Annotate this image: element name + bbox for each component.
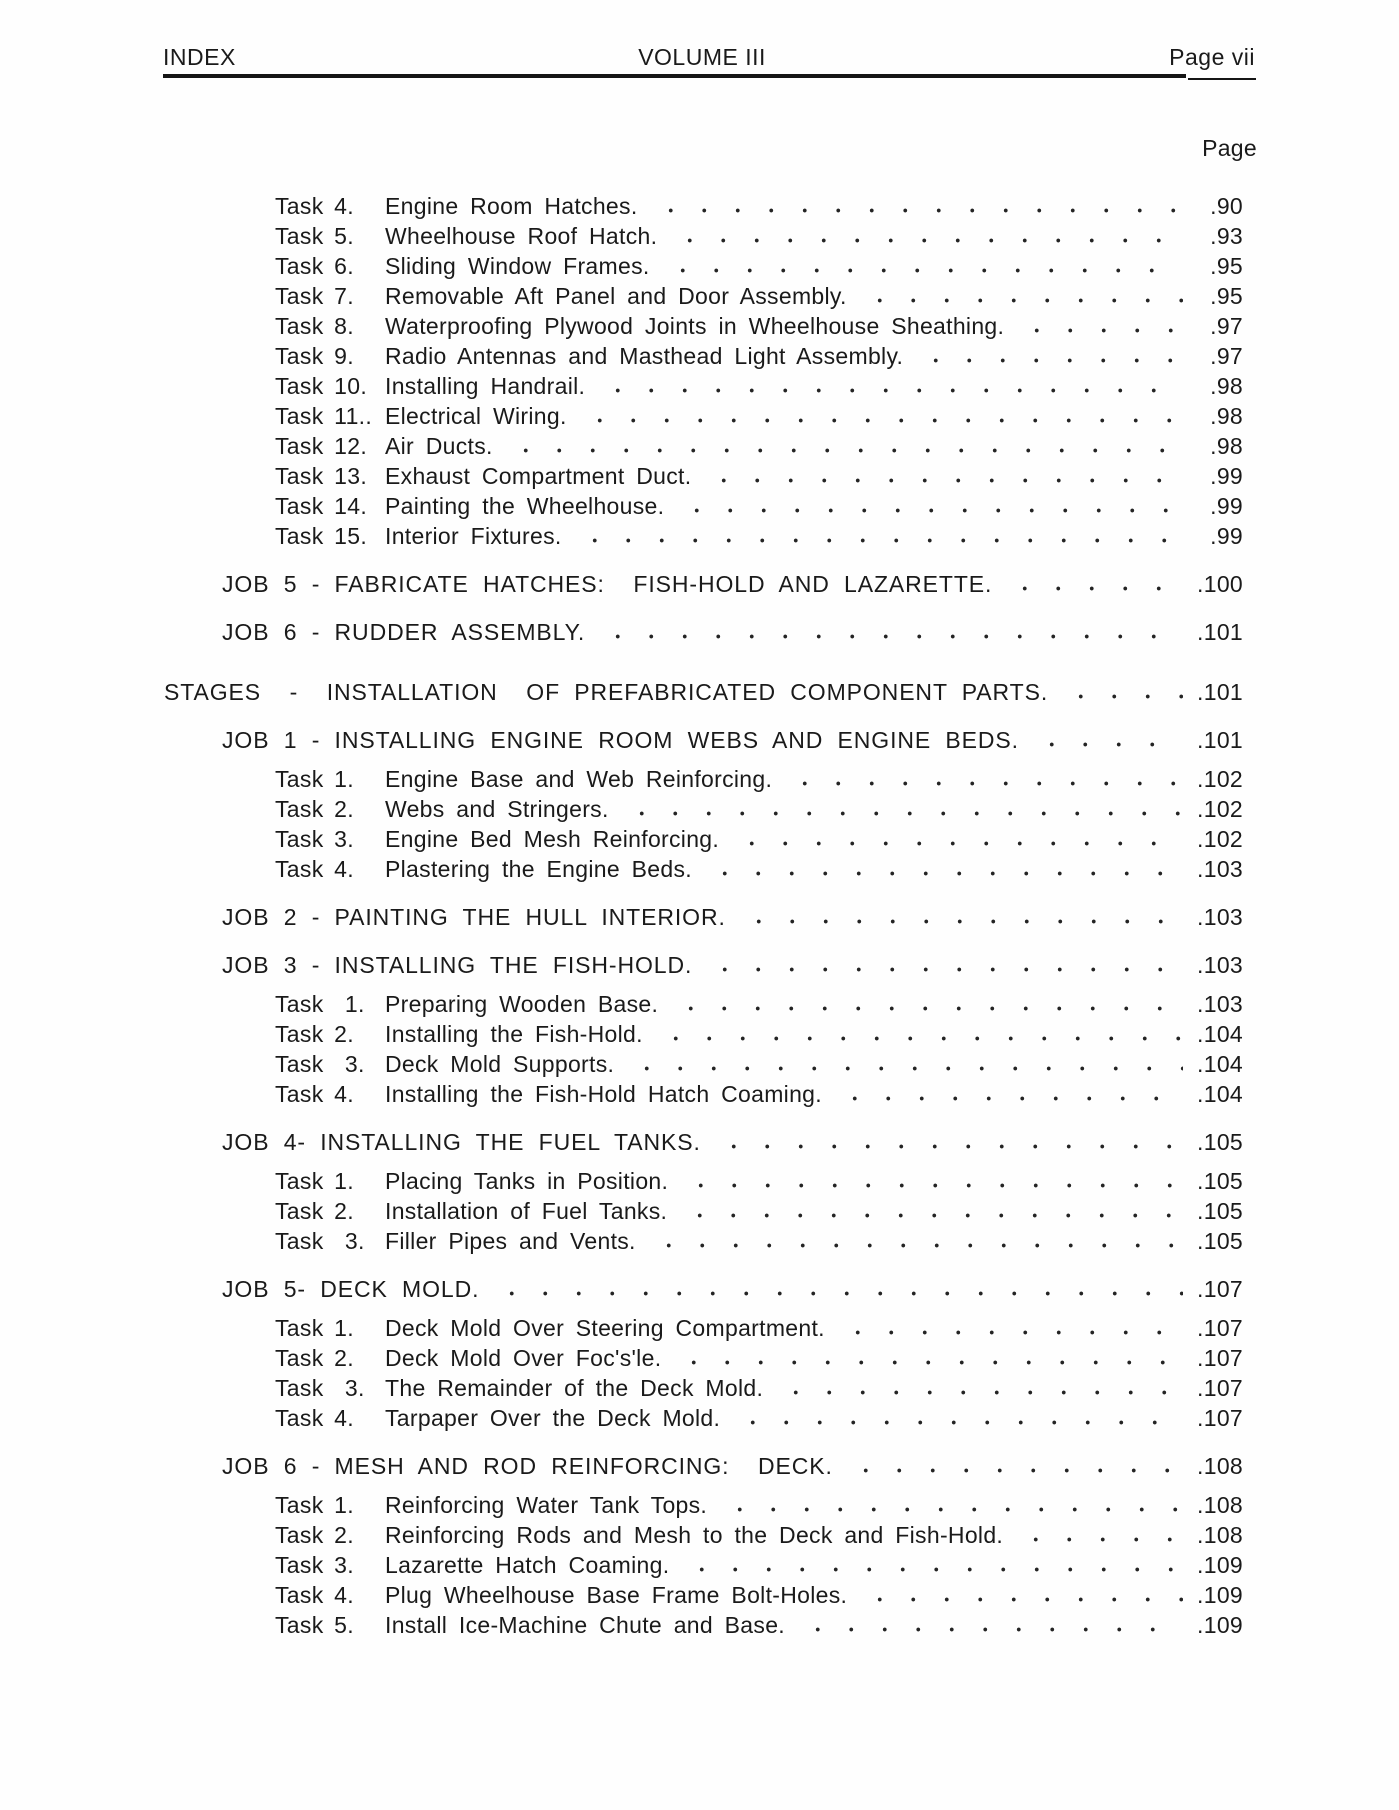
toc-row-label: Task 2. [275,796,354,822]
toc-row-page: .104 [1197,1021,1243,1047]
toc-row-page: .101 [1197,619,1243,645]
toc-row [0,461,1399,491]
toc-row [0,1373,1399,1403]
toc-row [0,1403,1399,1433]
toc-row-title: Engine Base and Web Reinforcing. [385,766,773,792]
toc-row-page: .101 [1197,679,1243,705]
toc [0,191,1399,1640]
toc-row-title: Deck Mold Over Steering Compartment. [385,1315,825,1341]
toc-row-title: Plug Wheelhouse Base Frame Bolt-Holes. [385,1582,848,1608]
toc-row-title: Preparing Wooden Base. [385,991,659,1017]
dot-leader [861,1580,1183,1610]
toc-row-title: JOB 4- INSTALLING THE FUEL TANKS. [222,1129,701,1155]
toc-row-label: Task 3. [275,1375,365,1401]
header-section-title: INDEX [163,44,236,70]
toc-row [0,311,1399,341]
dot-leader [799,1610,1183,1640]
toc-row-title: Filler Pipes and Vents. [385,1228,636,1254]
toc-row-page: .101 [1197,727,1243,753]
toc-row [0,1226,1399,1256]
toc-row-title: Engine Room Hatches. [385,193,638,219]
dot-leader [917,341,1183,371]
dot-leader [861,281,1183,311]
dot-leader [706,854,1183,884]
toc-row-page: .103 [1197,991,1243,1017]
dot-leader [836,1079,1183,1109]
header-page-number: Page vii [1169,44,1255,70]
toc-row-label: Task 4. [275,193,354,219]
toc-row-page: .109 [1197,1612,1243,1638]
toc-row-label: Task 3. [275,1552,354,1578]
toc-row-label: Task 13. [275,463,368,489]
toc-row-label: Task 2. [275,1522,354,1548]
toc-row-title: Reinforcing Rods and Mesh to the Deck and Fish-Hold. [385,1522,1004,1548]
toc-row-title: Lazarette Hatch Coaming. [385,1552,670,1578]
toc-row-title: JOB 5- DECK MOLD. [222,1276,480,1302]
dot-leader [706,950,1183,980]
toc-row [0,1580,1399,1610]
toc-row-title: Install Ice-Machine Chute and Base. [385,1612,785,1638]
dot-leader [678,491,1183,521]
dot-leader [733,824,1183,854]
toc-row-title: Installation of Fuel Tanks. [385,1198,668,1224]
toc-row [0,371,1399,401]
toc-row [0,1550,1399,1580]
dot-leader [628,1049,1183,1079]
dot-leader [664,251,1183,281]
toc-row-page: .107 [1197,1405,1243,1431]
dot-leader [507,431,1183,461]
toc-row-title: Sliding Window Frames. [385,253,650,279]
toc-row-title: The Remainder of the Deck Mold. [385,1375,764,1401]
dot-leader [681,1196,1183,1226]
toc-row-label: Task 1. [275,1315,354,1341]
toc-row [0,794,1399,824]
toc-row-label: Task 1. [275,1492,354,1518]
toc-row [0,1313,1399,1343]
toc-row-page: .107 [1197,1345,1243,1371]
toc-row-page: .105 [1197,1168,1243,1194]
header-volume-title: VOLUME III [638,44,766,70]
toc-row-title: Waterproofing Plywood Joints in Wheelhouse Sheathing. [385,313,1005,339]
toc-row-title: Engine Bed Mesh Reinforcing. [385,826,720,852]
toc-row-label: Task 3. [275,1228,365,1254]
toc-row-label: Task 1. [275,1168,354,1194]
toc-row-label: Task 15. [275,523,368,549]
toc-row [0,1127,1399,1157]
toc-row-title: JOB 5 - FABRICATE HATCHES: FISH-HOLD AND LAZARETTE. [222,571,993,597]
toc-row-label: Task 4. [275,1081,354,1107]
toc-row-page: .102 [1197,826,1243,852]
toc-row [0,989,1399,1019]
dot-leader [777,1373,1183,1403]
toc-row-page: .102 [1197,766,1243,792]
dot-leader [652,191,1183,221]
toc-row-label: Task 14. [275,493,368,519]
dot-leader [1006,569,1183,599]
toc-row-title: Tarpaper Over the Deck Mold. [385,1405,721,1431]
toc-row-page: .97 [1210,313,1243,339]
toc-row-title: JOB 6 - MESH AND ROD REINFORCING: DECK. [222,1453,833,1479]
toc-row-page: .99 [1210,493,1243,519]
toc-row [0,1166,1399,1196]
toc-row-title: Plastering the Engine Beds. [385,856,692,882]
toc-row [0,1049,1399,1079]
toc-row-label: Task 7. [275,283,354,309]
header-rule [163,74,1186,78]
toc-row-page: .102 [1197,796,1243,822]
toc-row-title: JOB 2 - PAINTING THE HULL INTERIOR. [222,904,726,930]
toc-row-title: Reinforcing Water Tank Tops. [385,1492,708,1518]
toc-row [0,341,1399,371]
toc-row-title: Radio Antennas and Masthead Light Assembly. [385,343,904,369]
toc-row [0,1343,1399,1373]
toc-row [0,950,1399,980]
toc-row-page: .108 [1197,1522,1243,1548]
toc-row-title: Removable Aft Panel and Door Assembly. [385,283,847,309]
toc-row [0,401,1399,431]
toc-row-label: Task 3. [275,1051,365,1077]
toc-row-title: Installing the Fish-Hold. [385,1021,643,1047]
toc-row [0,191,1399,221]
toc-row-title: Electrical Wiring. [385,403,567,429]
toc-row-page: .109 [1197,1552,1243,1578]
dot-leader [683,1550,1183,1580]
dot-leader [671,221,1183,251]
toc-row-page: .98 [1210,403,1243,429]
dot-leader [599,617,1183,647]
toc-row [0,824,1399,854]
toc-row-page: .104 [1197,1081,1243,1107]
toc-row-label: Task 5. [275,223,354,249]
toc-row-title: Installing Handrail. [385,373,586,399]
toc-row-title: Webs and Stringers. [385,796,609,822]
toc-row-page: .104 [1197,1051,1243,1077]
toc-row-label: Task 1. [275,991,365,1017]
dot-leader [721,1490,1183,1520]
toc-row [0,521,1399,551]
toc-row-title: Painting the Wheelhouse. [385,493,665,519]
dot-leader [650,1226,1183,1256]
toc-row-title: Installing the Fish-Hold Hatch Coaming. [385,1081,822,1107]
toc-row-page: .100 [1197,571,1243,597]
toc-row-label: Task 8. [275,313,354,339]
toc-row-label: Task 4. [275,856,354,882]
dot-leader [675,1343,1183,1373]
toc-row-title: JOB 3 - INSTALLING THE FISH-HOLD. [222,952,693,978]
toc-row [0,725,1399,755]
toc-row-page: .107 [1197,1276,1243,1302]
toc-row-title: Wheelhouse Roof Hatch. [385,223,658,249]
toc-row [0,1019,1399,1049]
toc-row-label: Task 2. [275,1345,354,1371]
toc-row-title: Air Ducts. [385,433,493,459]
toc-row [0,491,1399,521]
toc-row-label: Task 2. [275,1021,354,1047]
toc-row [0,1196,1399,1226]
toc-row [0,1274,1399,1304]
toc-row-label: Task 1. [275,766,354,792]
toc-row-page: .103 [1197,904,1243,930]
dot-leader [715,1127,1183,1157]
toc-row-title: Placing Tanks in Position. [385,1168,669,1194]
dot-leader [599,371,1183,401]
toc-row-page: .93 [1210,223,1243,249]
dot-leader [581,401,1183,431]
toc-row-label: Task 4. [275,1405,354,1431]
header-rule-right [1188,78,1256,80]
toc-row [0,617,1399,647]
toc-row [0,251,1399,281]
toc-row-page: .95 [1210,253,1243,279]
toc-row [0,1610,1399,1640]
toc-row-title: Deck Mold Over Foc's'le. [385,1345,662,1371]
toc-row-page: .105 [1197,1198,1243,1224]
dot-leader [734,1403,1183,1433]
toc-row [0,431,1399,461]
page-column-label: Page [1202,135,1257,161]
toc-row-page: .103 [1197,952,1243,978]
dot-leader [1033,725,1183,755]
toc-row-title: JOB 6 - RUDDER ASSEMBLY. [222,619,586,645]
toc-row-page: .97 [1210,343,1243,369]
toc-row [0,1451,1399,1481]
toc-row [0,1520,1399,1550]
toc-row-label: Task 2. [275,1198,354,1224]
toc-row-label: Task 11.. [275,403,373,429]
toc-row-label: Task 3. [275,826,354,852]
toc-row [0,1490,1399,1520]
toc-row-title: Deck Mold Supports. [385,1051,615,1077]
dot-leader [847,1451,1183,1481]
toc-row-page: .99 [1210,523,1243,549]
toc-row-page: .90 [1210,193,1243,219]
toc-row-page: .98 [1210,433,1243,459]
toc-row-label: Task 4. [275,1582,354,1608]
toc-row-page: .105 [1197,1228,1243,1254]
toc-row-page: .107 [1197,1315,1243,1341]
dot-leader [672,989,1183,1019]
toc-row [0,854,1399,884]
toc-row-label: Task 12. [275,433,368,459]
dot-leader [623,794,1183,824]
dot-leader [786,764,1183,794]
toc-row-page: .105 [1197,1129,1243,1155]
toc-row [0,1079,1399,1109]
toc-row-page: .103 [1197,856,1243,882]
toc-row [0,281,1399,311]
toc-row-title: JOB 1 - INSTALLING ENGINE ROOM WEBS AND ENGINE BEDS. [222,727,1019,753]
toc-row-page: .98 [1210,373,1243,399]
toc-row-page: .108 [1197,1453,1243,1479]
toc-row [0,902,1399,932]
dot-leader [1018,311,1183,341]
toc-row-label: Task 9. [275,343,354,369]
toc-row [0,569,1399,599]
toc-row [0,764,1399,794]
toc-row-label: Task 5. [275,1612,354,1638]
dot-leader [682,1166,1183,1196]
toc-row-title: Exhaust Compartment Duct. [385,463,692,489]
dot-leader [576,521,1183,551]
toc-row-page: .99 [1210,463,1243,489]
dot-leader [839,1313,1183,1343]
dot-leader [1062,677,1183,707]
dot-leader [493,1274,1183,1304]
dot-leader [657,1019,1183,1049]
dot-leader [740,902,1183,932]
toc-row [0,677,1399,707]
toc-row-label: Task 10. [275,373,368,399]
toc-row-title: STAGES - INSTALLATION OF PREFABRICATED COMPONENT PARTS. [164,679,1049,705]
dot-leader [1017,1520,1183,1550]
toc-row [0,221,1399,251]
toc-row-page: .109 [1197,1582,1243,1608]
toc-row-page: .107 [1197,1375,1243,1401]
dot-leader [705,461,1183,491]
toc-row-label: Task 6. [275,253,354,279]
toc-row-page: .95 [1210,283,1243,309]
toc-row-title: Interior Fixtures. [385,523,562,549]
toc-row-page: .108 [1197,1492,1243,1518]
